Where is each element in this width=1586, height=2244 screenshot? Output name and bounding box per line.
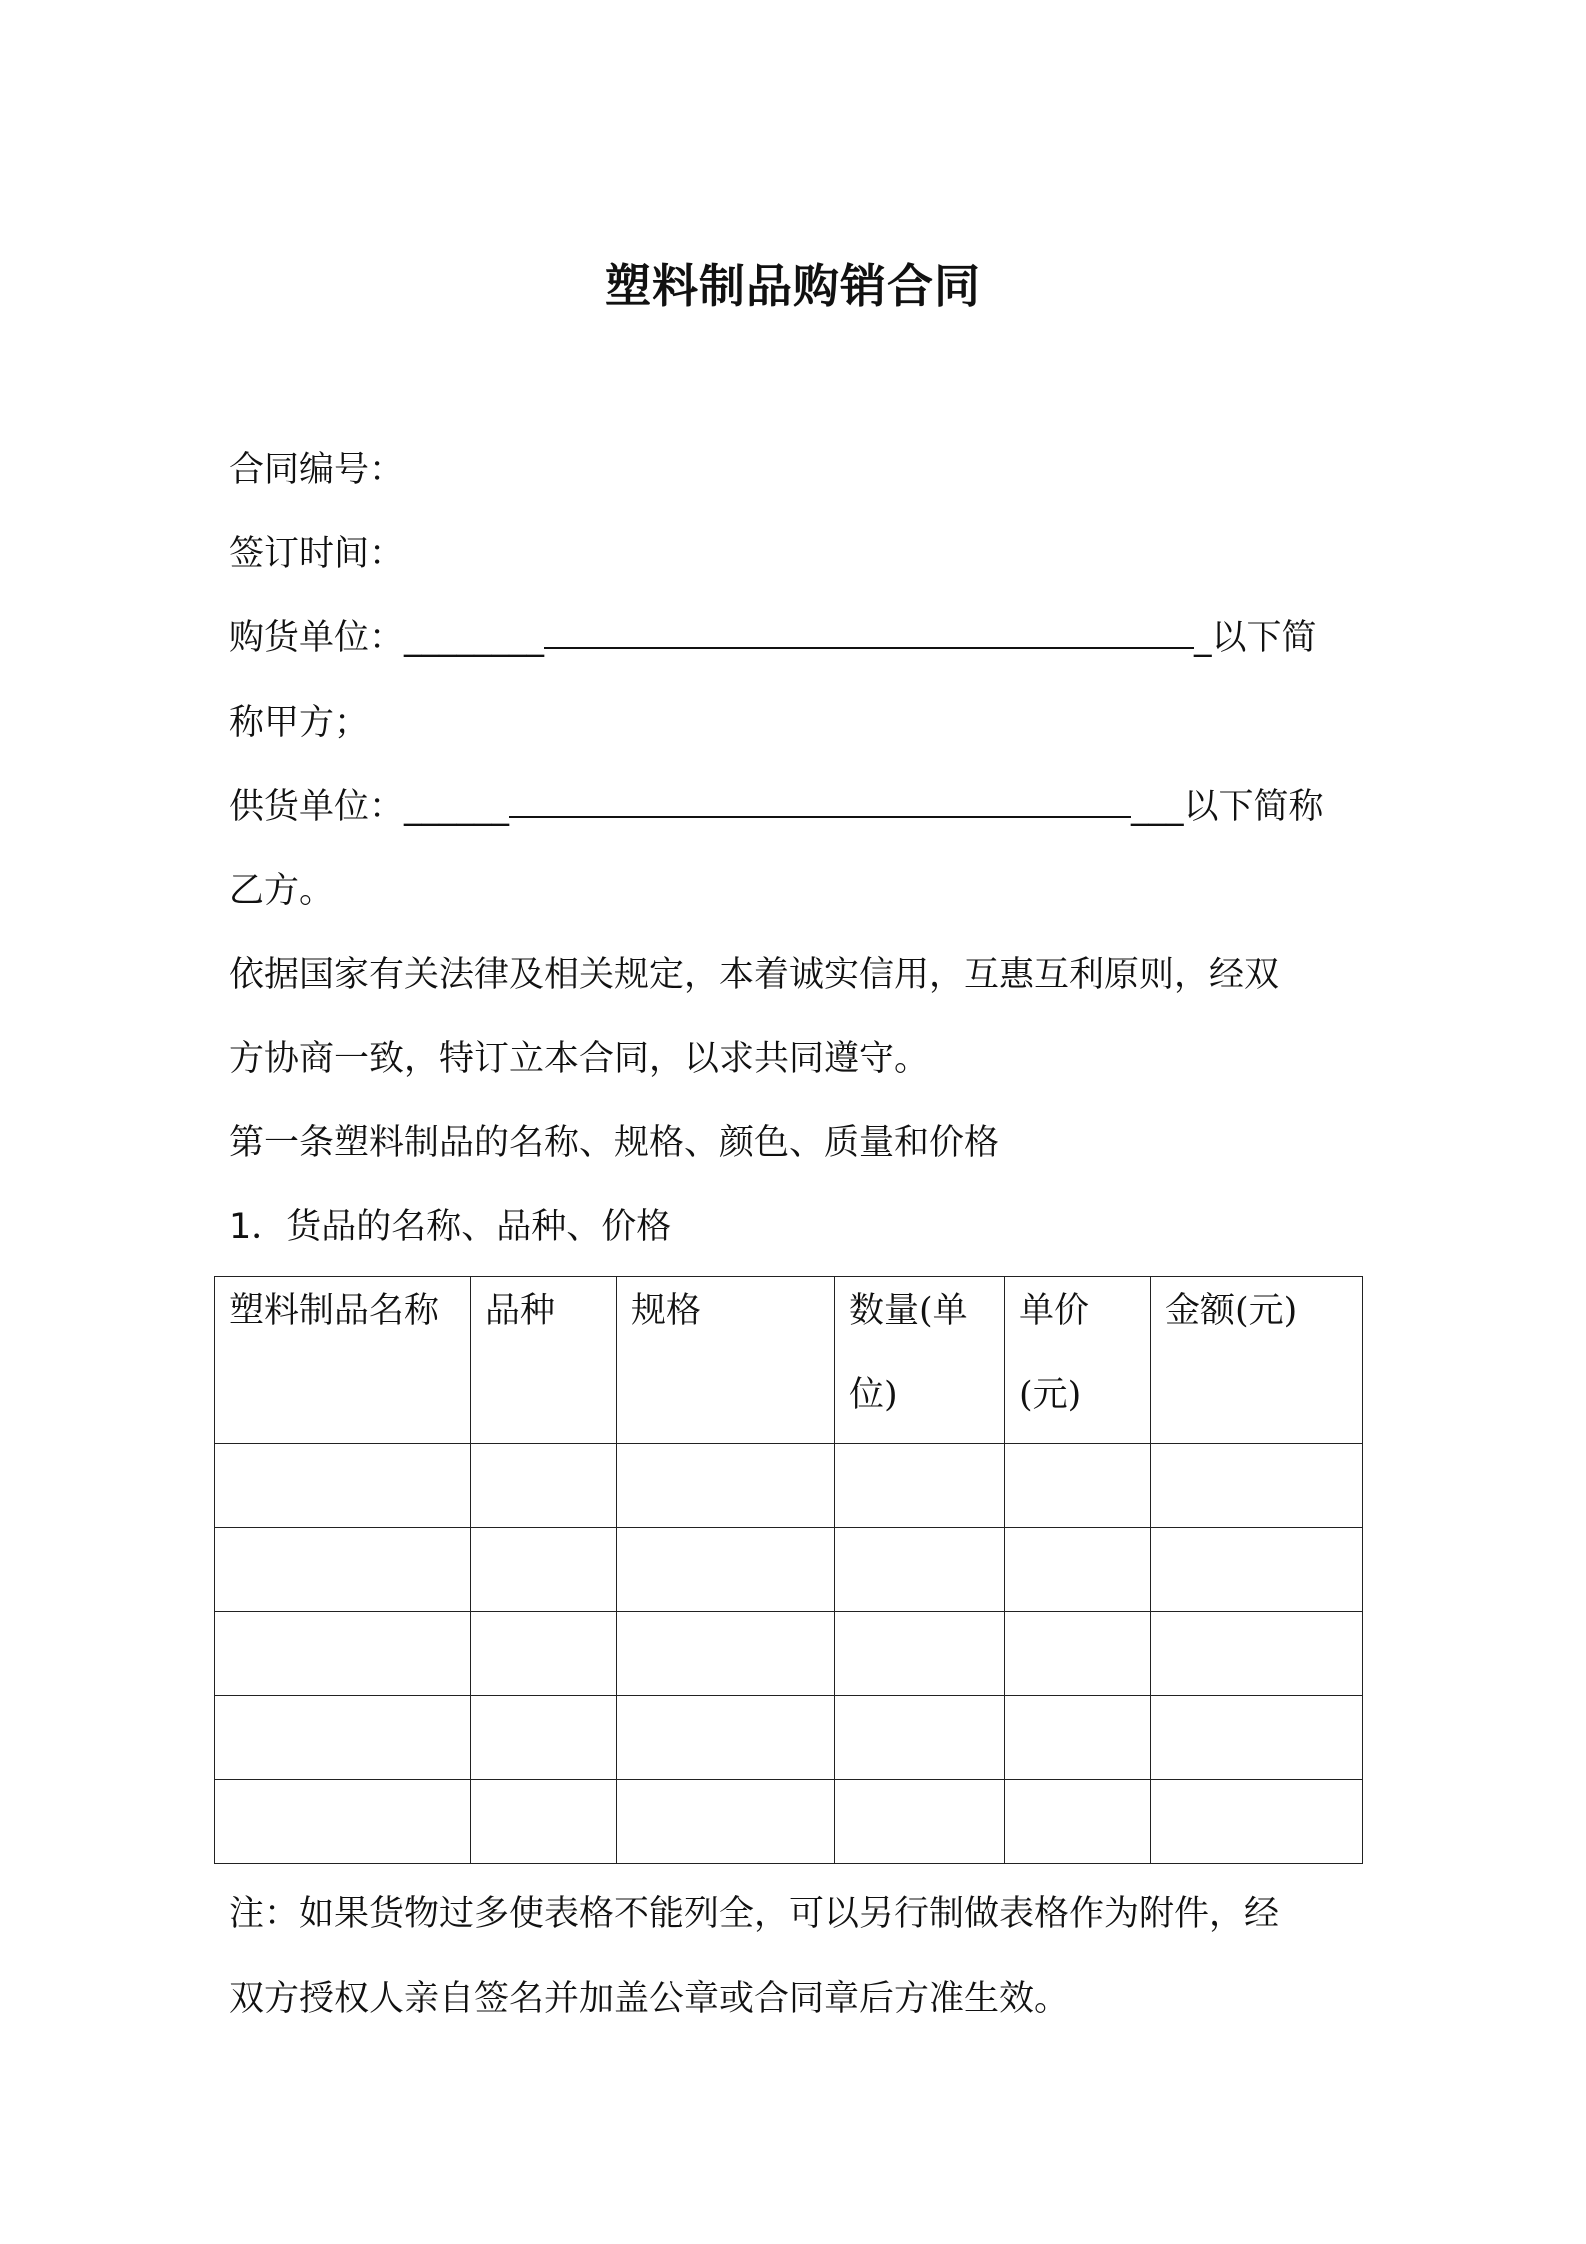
supplier-tail-underscores: ___ (1131, 787, 1184, 827)
table-cell[interactable] (1005, 1528, 1151, 1612)
header-amount: 金额(元) (1151, 1277, 1363, 1444)
table-row (215, 1528, 1363, 1612)
table-cell[interactable] (835, 1696, 1005, 1780)
header-variety: 品种 (471, 1277, 617, 1444)
table-cell[interactable] (835, 1444, 1005, 1528)
header-unit-price: 单价 (元) (1005, 1277, 1151, 1444)
table-cell[interactable] (835, 1528, 1005, 1612)
table-cell[interactable] (617, 1528, 835, 1612)
buyer-lead-underscores: ________ (404, 618, 545, 658)
table-cell[interactable] (471, 1528, 617, 1612)
table-cell[interactable] (471, 1612, 617, 1696)
buyer-label: 购货单位： (229, 618, 405, 658)
supplier-continuation: 乙方。 (229, 871, 335, 911)
table-cell[interactable] (1151, 1444, 1363, 1528)
table-cell[interactable] (215, 1444, 471, 1528)
table-cell[interactable] (471, 1444, 617, 1528)
supplier-line (229, 784, 1324, 830)
table-cell[interactable] (1005, 1612, 1151, 1696)
sign-time-label: 签订时间： (229, 534, 405, 574)
note-line-2: 双方授权人亲自签名并加盖公章或合同章后方准生效。 (229, 1979, 1070, 2019)
table-cell[interactable] (617, 1696, 835, 1780)
supplier-label: 供货单位： (229, 787, 405, 827)
buyer-continuation: 称甲方； (229, 703, 370, 743)
table-cell[interactable] (1151, 1528, 1363, 1612)
table-cell[interactable] (215, 1612, 471, 1696)
table-cell[interactable] (1005, 1696, 1151, 1780)
table-cell[interactable] (835, 1612, 1005, 1696)
table-row (215, 1696, 1363, 1780)
table-cell[interactable] (617, 1444, 835, 1528)
table-row (215, 1780, 1363, 1864)
header-product-name: 塑料制品名称 (215, 1277, 471, 1444)
contract-number-label: 合同编号： (229, 450, 405, 490)
note-line-1: 注：如果货物过多使表格不能列全，可以另行制做表格作为附件，经 (229, 1894, 1280, 1934)
table-cell[interactable] (617, 1612, 835, 1696)
goods-table (214, 1276, 1363, 1864)
table-cell[interactable] (1005, 1444, 1151, 1528)
header-spec: 规格 (617, 1277, 835, 1444)
buyer-tail-underscore: _ (1194, 618, 1212, 658)
table-header-row (215, 1277, 1363, 1444)
header-quantity: 数量(单 位) (835, 1277, 1005, 1444)
supplier-blank-line[interactable] (509, 786, 1131, 818)
item-1-heading: 1．货品的名称、品种、价格 (229, 1207, 672, 1247)
supplier-suffix: 以下简称 (1183, 787, 1324, 827)
table-body (215, 1444, 1363, 1864)
table-cell[interactable] (835, 1780, 1005, 1864)
preamble-line-2: 方协商一致，特订立本合同，以求共同遵守。 (229, 1039, 930, 1079)
table-cell[interactable] (215, 1696, 471, 1780)
table-cell[interactable] (1151, 1696, 1363, 1780)
table-cell[interactable] (471, 1696, 617, 1780)
table-cell[interactable] (215, 1528, 471, 1612)
table-row (215, 1444, 1363, 1528)
table-cell[interactable] (1005, 1780, 1151, 1864)
supplier-lead-underscores: ______ (404, 787, 510, 827)
table-cell[interactable] (1151, 1612, 1363, 1696)
table-cell[interactable] (617, 1780, 835, 1864)
table-cell[interactable] (471, 1780, 617, 1864)
document-title: 塑料制品购销合同 (605, 259, 981, 313)
table-row (215, 1612, 1363, 1696)
table-cell[interactable] (215, 1780, 471, 1864)
buyer-line (229, 615, 1317, 661)
buyer-blank-line[interactable] (544, 617, 1194, 649)
article-1-heading: 第一条塑料制品的名称、规格、颜色、质量和价格 (229, 1123, 1000, 1163)
buyer-suffix: 以下简 (1211, 618, 1317, 658)
table-cell[interactable] (1151, 1780, 1363, 1864)
preamble-line-1: 依据国家有关法律及相关规定，本着诚实信用，互惠互利原则，经双 (229, 955, 1280, 995)
